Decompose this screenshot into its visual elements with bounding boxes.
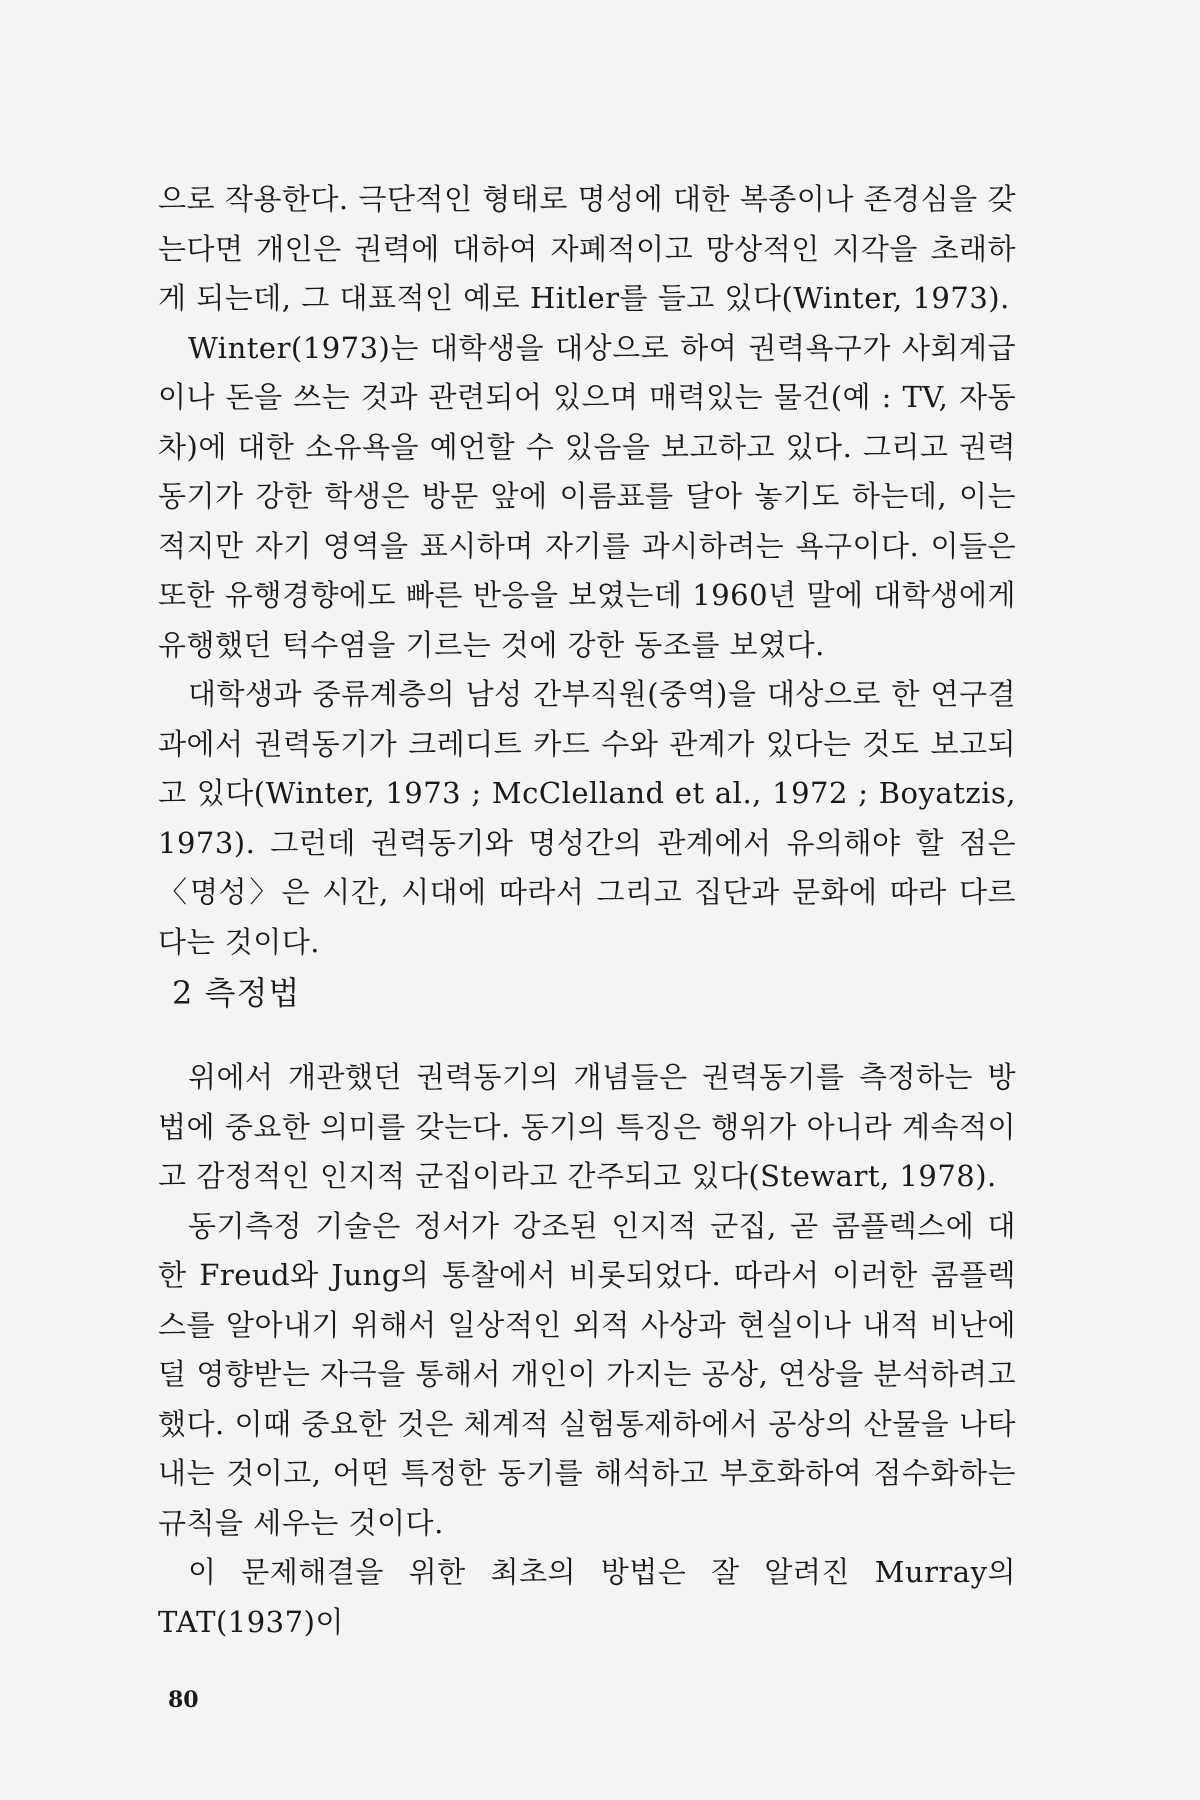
paragraph-freud-jung: 동기측정 기술은 정서가 강조된 인지적 군집, 곧 콤플렉스에 대한 Freud와 Jung의 통찰에서 비롯되었다. 따라서 이러한 콤플렉스를 알아내기 위해서 일상적인 외적 사상과 현실이나 내적 비난에 덜 영향받는 자극을 통해서 개인이 가지는 공상, 연상을 분석하려고 했다. 이때 중요한 것은 체계적 실험통제하에서 공상의 산물을 나타내는 것이고, 어떤 특정한 동기를 해석하고 부호화하여 점수화하는 규칙을 세우는 것이다. <box>158 1208 1016 1540</box>
section-1-body <box>158 175 1016 967</box>
section-heading: 2 측정법 <box>172 974 301 1012</box>
paragraph-continuation: 으로 작용한다. 극단적인 형태로 명성에 대한 복종이나 존경심을 갖는다면 개인은 권력에 대하여 자폐적이고 망상적인 지각을 초래하게 되는데, 그 대표적인 예로 Hitler를 들고 있다(Winter, 1973). <box>158 182 1016 315</box>
paragraph-murray-tat: 이 문제해결을 위한 최초의 방법은 잘 알려진 Murray의 TAT(1937)이 <box>158 1555 1016 1639</box>
section-2-body <box>158 1053 1016 1647</box>
page-number: 80 <box>168 1687 199 1713</box>
paragraph-winter-1973: Winter(1973)는 대학생을 대상으로 하여 권력욕구가 사회계급이나 돈을 쓰는 것과 관련되어 있으며 매력있는 물건(예 : TV, 자동차)에 대한 소유욕을 예언할 수 있음을 보고하고 있다. 그리고 권력동기가 강한 학생은 방문 앞에 이름표를 달아 놓기도 하는데, 이는 적지만 자기 영역을 표시하며 자기를 과시하려는 욕구이다. 이들은 또한 유행경향에도 빠른 반응을 보였는데 1960년 말에 대학생에게 유행했던 턱수염을 기르는 것에 강한 동조를 보였다. <box>158 330 1016 662</box>
paragraph-measurement-intro: 위에서 개관했던 권력동기의 개념들은 권력동기를 측정하는 방법에 중요한 의미를 갖는다. 동기의 특징은 행위가 아니라 계속적이고 감정적인 인지적 군집이라고 간주되고 있다(Stewart, 1978). <box>158 1060 1016 1193</box>
paragraph-credit-card: 대학생과 중류계층의 남성 간부직원(중역)을 대상으로 한 연구결과에서 권력동기가 크레디트 카드 수와 관계가 있다는 것도 보고되고 있다(Winter, 1973 ; McClelland et al., 1972 ; Boyatzis, 1973). 그런데 권력동기와 명성간의 관계에서 유의해야 할 점은 〈명성〉은 시간, 시대에 따라서 그리고 집단과 문화에 따라 다르다는 것이다. <box>158 677 1016 959</box>
